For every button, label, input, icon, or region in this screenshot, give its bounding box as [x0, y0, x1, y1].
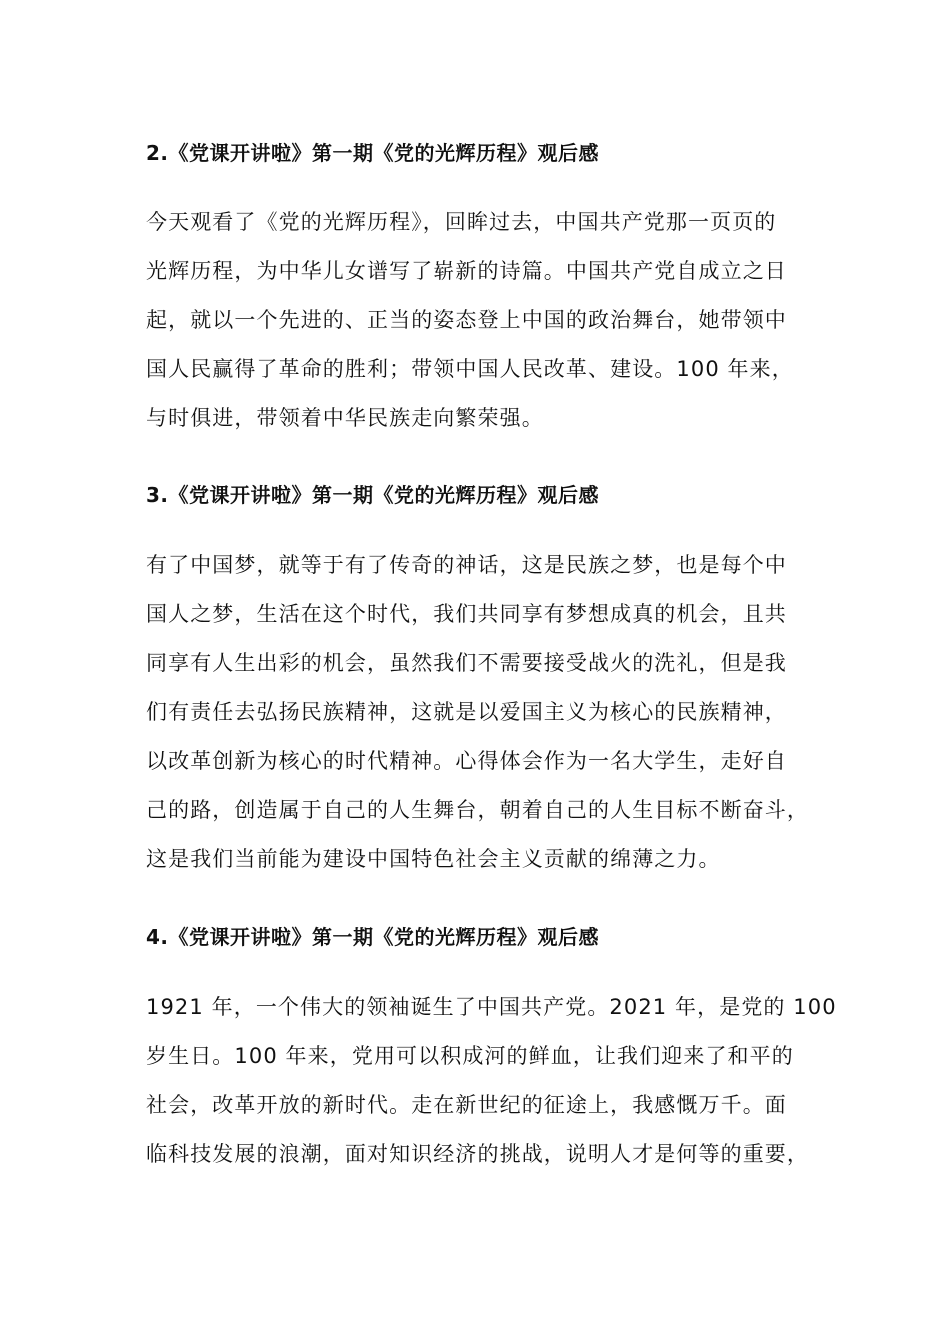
section-heading-4: 4.《党课开讲啦》第一期《党的光辉历程》观后感	[146, 925, 600, 949]
text-line: 社会，改革开放的新时代。走在新世纪的征途上，我感慨万千。面	[146, 1093, 787, 1117]
text-line: 同享有人生出彩的机会，虽然我们不需要接受战火的洗礼，但是我	[146, 651, 787, 675]
text-line: 起，就以一个先进的、正当的姿态登上中国的政治舞台，她带领中	[146, 308, 787, 332]
text-line: 国人之梦，生活在这个时代，我们共同享有梦想成真的机会，且共	[146, 602, 787, 626]
text-line: 国人民赢得了革命的胜利；带领中国人民改革、建设。100 年来，	[146, 357, 794, 381]
section-heading-2: 2.《党课开讲啦》第一期《党的光辉历程》观后感	[146, 141, 600, 165]
text-line: 己的路，创造属于自己的人生舞台，朝着自己的人生目标不断奋斗，	[146, 798, 809, 822]
text-line: 临科技发展的浪潮，面对知识经济的挑战，说明人才是何等的重要，	[146, 1142, 809, 1166]
text-line: 1921 年，一个伟大的领袖诞生了中国共产党。2021 年，是党的 100	[146, 995, 837, 1019]
text-line: 与时俱进，带领着中华民族走向繁荣强。	[146, 406, 544, 430]
section-body-3	[146, 541, 826, 884]
text-line: 们有责任去弘扬民族精神，这就是以爱国主义为核心的民族精神，	[146, 700, 787, 724]
text-line: 今天观看了《党的光辉历程》，回眸过去，中国共产党那一页页的	[146, 210, 777, 234]
section-body-2	[146, 198, 826, 443]
text-line: 这是我们当前能为建设中国特色社会主义贡献的绵薄之力。	[146, 847, 721, 871]
text-line: 有了中国梦，就等于有了传奇的神话，这是民族之梦，也是每个中	[146, 553, 787, 577]
text-line: 岁生日。100 年来，党用可以积成河的鲜血，让我们迎来了和平的	[146, 1044, 794, 1068]
text-line: 以改革创新为核心的时代精神。心得体会作为一名大学生，走好自	[146, 749, 787, 773]
section-heading-3: 3.《党课开讲啦》第一期《党的光辉历程》观后感	[146, 483, 600, 507]
section-body-4	[146, 983, 837, 1179]
text-line: 光辉历程，为中华儿女谱写了崭新的诗篇。中国共产党自成立之日	[146, 259, 787, 283]
